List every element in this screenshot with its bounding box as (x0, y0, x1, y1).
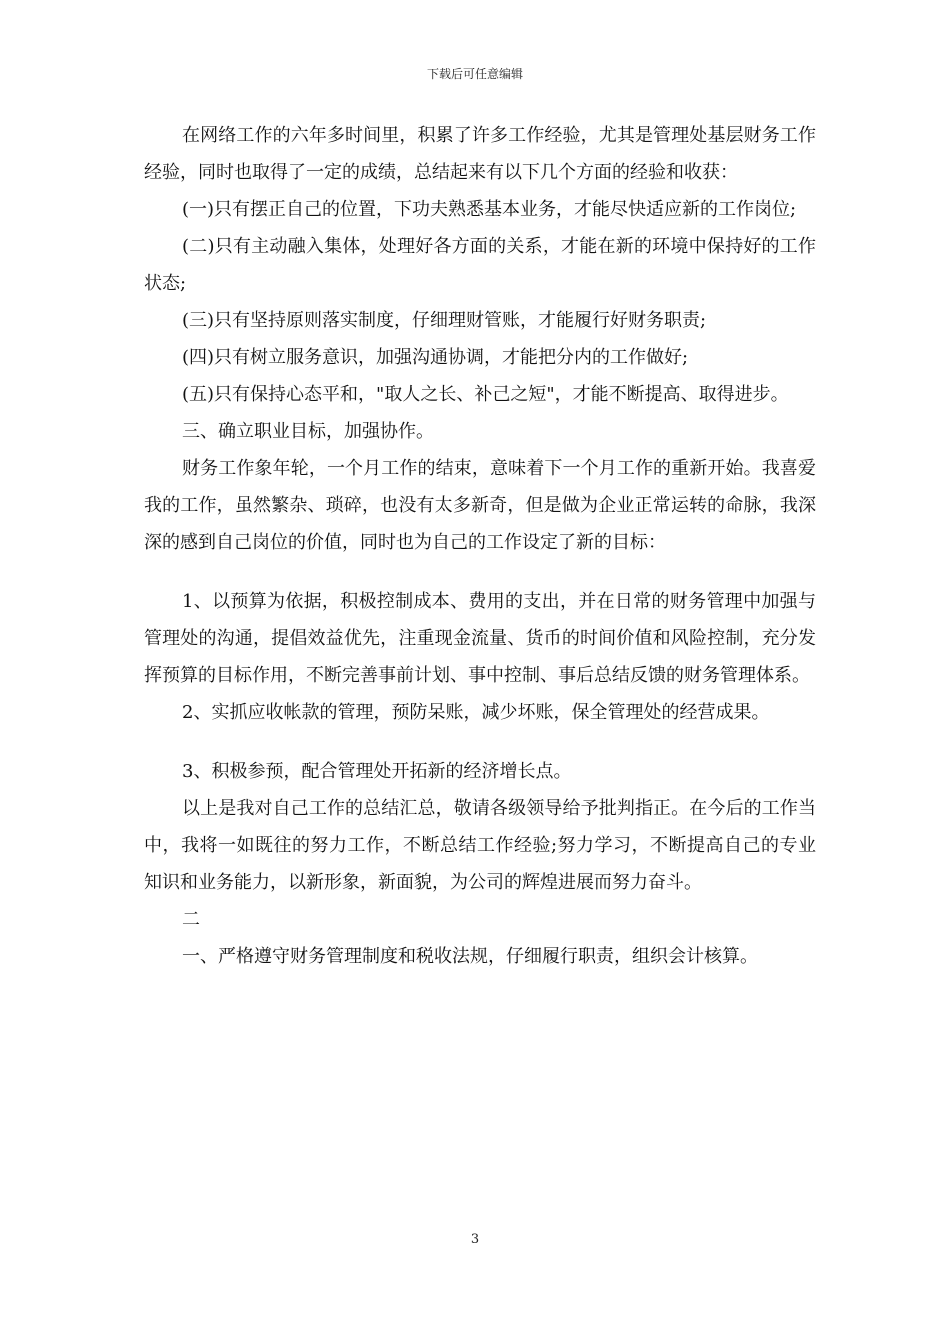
paragraph-goal-2: 2、实抓应收帐款的管理，预防呆账，减少坏账，保全管理处的经营成果。 (182, 702, 770, 723)
paragraph-goal-1: 1、以预算为依据，积极控制成本、费用的支出，并在日常的财务管理中加强与管理处的沟通，提倡效益优先，注重现金流量、货币的时间价值和风险控制，充分发挥预算的目标作用，不断完善事前计划、事中控制、事后总结反馈的财务管理体系。 (144, 591, 816, 686)
paragraph-section-1: 一、严格遵守财务管理制度和税收法规，仔细履行职责，组织会计核算。 (182, 946, 758, 967)
spacer (144, 731, 816, 753)
paragraph-item-4: (四)只有树立服务意识，加强沟通协调，才能把分内的工作做好; (182, 347, 689, 368)
paragraph-item-3: (三)只有坚持原则落实制度，仔细理财管账，才能履行好财务职责; (182, 310, 707, 331)
document-body (144, 117, 816, 975)
paragraph-item-2: (二)只有主动融入集体，处理好各方面的关系，才能在新的环境中保持好的工作状态; (144, 236, 816, 294)
page-number: 3 (470, 1232, 480, 1247)
paragraph-item-1: (一)只有摆正自己的位置，下功夫熟悉基本业务，才能尽快适应新的工作岗位; (182, 199, 797, 220)
section-marker-2: 二 (182, 909, 200, 930)
page-header: 下载后可任意编辑 (426, 67, 523, 81)
paragraph-goals-intro: 财务工作象年轮，一个月工作的结束，意味着下一个月工作的重新开始。我喜爱我的工作，虽然繁杂、琐碎，也没有太多新奇，但是做为企业正常运转的命脉，我深深的感到自己岗位的价值，同时也为自己的工作设定了新的目标： (144, 458, 816, 553)
paragraph-experience-intro: 在网络工作的六年多时间里，积累了许多工作经验，尤其是管理处基层财务工作经验，同时也取得了一定的成绩，总结起来有以下几个方面的经验和收获： (144, 125, 816, 183)
spacer (144, 561, 816, 583)
paragraph-conclusion: 以上是我对自己工作的总结汇总，敬请各级领导给予批判指正。在今后的工作当中，我将一如既往的努力工作，不断总结工作经验;努力学习，不断提高自己的专业知识和业务能力，以新形象，新面貌，为公司的辉煌进展而努力奋斗。 (144, 798, 816, 893)
section-heading-3: 三、确立职业目标，加强协作。 (182, 421, 434, 442)
paragraph-goal-3: 3、积极参预，配合管理处开拓新的经济增长点。 (182, 761, 572, 782)
paragraph-item-5: (五)只有保持心态平和，"取人之长、补己之短"，才能不断提高、取得进步。 (182, 384, 789, 405)
